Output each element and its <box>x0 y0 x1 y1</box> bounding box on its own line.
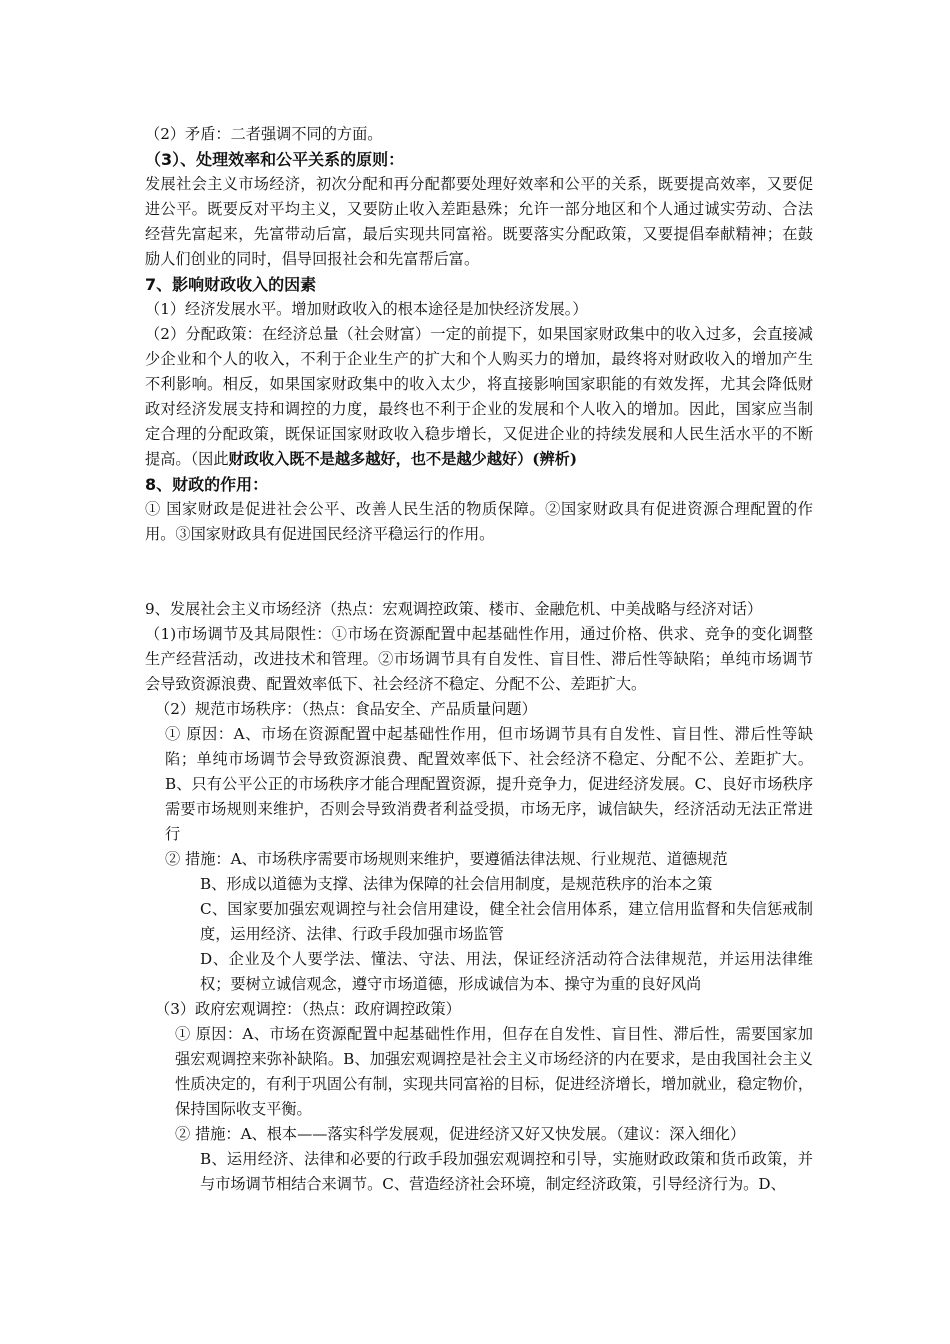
blank-gap <box>145 547 813 597</box>
section-heading: 7、影响财政收入的因素 <box>145 275 317 294</box>
bold-emphasis: 财政收入既不是越多越好，也不是越少越好）(辨析) <box>228 450 578 468</box>
paragraph: ② 措施：A、市场秩序需要市场规则来维护，要遵循法律法规、行业规范、道德规范 <box>165 850 728 868</box>
paragraph-text: （2）分配政策：在经济总量（社会财富）一定的前提下，如果国家财政集中的收入过多，会直接减少企业和个人的收入，不利于企业生产的扩大和个人购买力的增加，最终将对财政收入的增加产生不利影响。相反，如果国家财政集中的收入太少，将直接影响国家职能的有效发挥，尤其会降低财政对经济发展支持和调控的力度，最终也不利于企业的发展和个人收入的增加。因此，国家应当制定合理的分配政策，既保证国家财政收入稳步增长，又促进企业的持续发展和人民生活水平的不断提高。（因此 <box>145 325 813 468</box>
paragraph: （3）政府宏观调控：（热点：政府调控政策） <box>155 1000 461 1018</box>
paragraph: ① 原因：A、市场在资源配置中起基础性作用，但市场调节具有自发性、盲目性、滞后性等缺陷；单纯市场调节会导致资源浪费、配置效率低下、社会经济不稳定、分配不公、差距扩大。B、只有公平公正的市场秩序才能合理配置资源，提升竞争力，促进经济发展。C、良好市场秩序需要市场规则来维护，否则会导致消费者利益受损，市场无序，诚信缺失，经济活动无法正常进行 <box>165 725 813 843</box>
document-page <box>145 122 813 1197</box>
paragraph: ① 国家财政是促进社会公平、改善人民生活的物质保障。②国家财政具有促进资源合理配置的作用。③国家财政具有促进国民经济平稳运行的作用。 <box>145 500 813 543</box>
paragraph: ① 原因：A、市场在资源配置中起基础性作用，但存在自发性、盲目性、滞后性，需要国家加强宏观调控来弥补缺陷。B、加强宏观调控是社会主义市场经济的内在要求，是由我国社会主义性质决定的，有利于巩固公有制，实现共同富裕的目标，促进经济增长，增加就业，稳定物价，保持国际收支平衡。 <box>175 1025 813 1118</box>
paragraph: （1)市场调节及其局限性：①市场在资源配置中起基础性作用，通过价格、供求、竞争的变化调整生产经营活动，改进技术和管理。②市场调节具有自发性、盲目性、滞后性等缺陷；单纯市场调节会导致资源浪费、配置效率低下、社会经济不稳定、分配不公、差距扩大。 <box>145 625 813 693</box>
paragraph: （2）规范市场秩序：（热点：食品安全、产品质量问题） <box>155 700 537 718</box>
paragraph: （1）经济发展水平。增加财政收入的根本途径是加快经济发展。） <box>145 300 588 318</box>
section-heading: （3）、处理效率和公平关系的原则： <box>145 150 405 169</box>
paragraph: B、运用经济、法律和必要的行政手段加强宏观调控和引导，实施财政政策和货币政策，并与市场调节相结合来调节。C、营造经济社会环境，制定经济政策，引导经济行为。D、 <box>200 1150 813 1193</box>
paragraph: C、国家要加强宏观调控与社会信用建设，健全社会信用体系，建立信用监督和失信惩戒制度，运用经济、法律、行政手段加强市场监管 <box>200 900 813 943</box>
paragraph: 发展社会主义市场经济，初次分配和再分配都要处理好效率和公平的关系，既要提高效率，又要促进公平。既要反对平均主义，又要防止收入差距悬殊；允许一部分地区和个人通过诚实劳动、合法经营先富起来，先富带动后富，最后实现共同富裕。既要落实分配政策，又要提倡奉献精神；在鼓励人们创业的同时，倡导回报社会和先富帮后富。 <box>145 175 813 268</box>
paragraph: B、形成以道德为支撑、法律为保障的社会信用制度，是规范秩序的治本之策 <box>200 875 713 893</box>
paragraph: （2）矛盾：二者强调不同的方面。 <box>145 125 383 143</box>
paragraph: 9、发展社会主义市场经济（热点：宏观调控政策、楼市、金融危机、中美战略与经济对话） <box>145 600 763 618</box>
paragraph: D、企业及个人要学法、懂法、守法、用法，保证经济活动符合法律规范，并运用法律维权；要树立诚信观念，遵守市场道德，形成诚信为本、操守为重的良好风尚 <box>200 950 813 993</box>
paragraph: ② 措施：A、根本——落实科学发展观，促进经济又好又快发展。（建议：深入细化） <box>175 1125 746 1143</box>
paragraph <box>145 322 813 472</box>
section-heading: 8、财政的作用： <box>145 475 269 494</box>
